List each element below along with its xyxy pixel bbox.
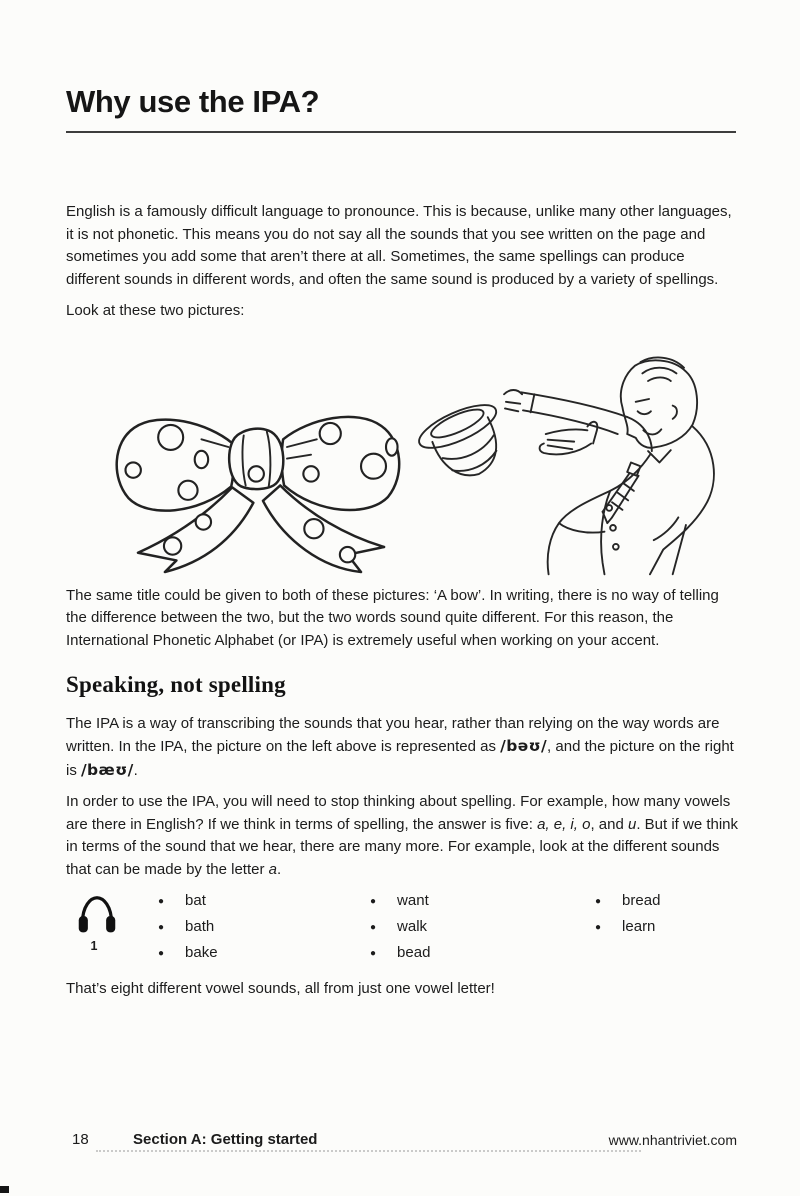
vowel-para-text-2: , and	[590, 815, 628, 833]
word-column-2	[370, 890, 595, 968]
same-title-paragraph: The same title could be given to both of these pictures: ‘A bow’. In writing, there is no way of telling the difference between the two, but the two words sound quite different. For this reason, the International Phonetic Alphabet (or IPA) is extremely useful when working on your accent.	[66, 586, 719, 649]
bullet-icon: ●	[595, 896, 602, 907]
page-content	[66, 201, 742, 1010]
section-label: Section A: Getting started	[133, 1131, 318, 1148]
bullet-icon: ●	[158, 896, 165, 907]
list-item	[158, 890, 370, 916]
ipa-bow-symbol: /bəʊ/	[500, 737, 548, 755]
word-list	[158, 890, 742, 968]
bowing-man-illustration	[415, 327, 742, 579]
listening-exercise	[66, 890, 742, 970]
section-heading: Speaking, not spelling	[66, 672, 286, 697]
list-item	[595, 890, 660, 916]
word-label: learn	[622, 918, 656, 935]
vowel-letters: a, e, i, o	[537, 815, 591, 833]
title-rule	[66, 131, 736, 133]
word-label: bath	[185, 918, 215, 935]
list-item	[158, 942, 370, 968]
vowel-para-text-4: .	[276, 860, 282, 878]
list-item	[370, 890, 595, 916]
vowel-letter-u: u	[627, 815, 637, 833]
track-number: 1	[90, 938, 98, 953]
word-label: walk	[397, 918, 428, 935]
scan-artifact-dotted-line	[96, 1150, 641, 1152]
vowel-paragraph	[66, 791, 742, 881]
scan-artifact-corner-mark	[0, 1186, 9, 1193]
ipa-para-text-1: The IPA is a way of transcribing the sounds that you hear, rather than relying on the way words are written. In the IPA, the picture on the left above is represented as	[66, 714, 720, 755]
bullet-icon: ●	[158, 948, 165, 959]
list-item	[595, 916, 660, 942]
page-number: 18	[72, 1131, 89, 1148]
vowel-letter-a: a	[268, 860, 277, 878]
page-title: Why use the IPA?	[66, 84, 320, 119]
list-item	[370, 942, 595, 968]
look-line: Look at these two pictures:	[66, 302, 245, 319]
ipa-para-text-2: , and the picture on the right is	[66, 738, 734, 779]
headphones-icon	[76, 894, 118, 938]
ipa-transcription-paragraph	[66, 713, 742, 783]
word-label: bake	[185, 944, 218, 961]
word-column-3	[595, 890, 660, 968]
bullet-icon: ●	[370, 922, 377, 933]
word-label: want	[397, 892, 429, 909]
bullet-icon: ●	[370, 948, 377, 959]
page-header	[66, 84, 738, 133]
list-item	[370, 916, 595, 942]
website-url: www.nhantriviet.com	[608, 1132, 737, 1148]
vowel-para-text-1: In order to use the IPA, you will need to stop thinking about spelling. For example, how many vowels are there in English? If we think in terms of spelling, the answer is five:	[66, 793, 731, 833]
word-label: bread	[622, 892, 661, 909]
word-label: bead	[397, 944, 431, 961]
bullet-icon: ●	[158, 922, 165, 933]
conclusion-line: That’s eight different vowel sounds, all from just one vowel letter!	[66, 980, 495, 997]
ipa-bau-symbol: /bæʊ/	[81, 760, 134, 779]
bullet-icon: ●	[595, 922, 602, 933]
list-item	[158, 916, 370, 942]
pictures-row	[66, 327, 742, 579]
word-column-1	[158, 890, 370, 968]
vowel-para-text-3: . But if we think in terms of the sound that we hear, there are many more. For example, look at the different sounds that can be made by the letter	[66, 815, 739, 878]
ipa-para-text-3: .	[133, 761, 138, 779]
bow-ribbon-illustration	[88, 367, 407, 577]
word-label: bat	[185, 892, 206, 909]
intro-paragraph: English is a famously difficult language to pronounce. This is because, unlike many other languages, it is not phonetic. This means you do not say all the sounds that you see written on the page and sometimes you add some that aren’t there at all. Sometimes, the same spellings can produce different sounds in different words, and often the same sound is produced by a variety of spellings.	[66, 203, 732, 288]
bullet-icon: ●	[370, 896, 377, 907]
audio-track-marker	[74, 894, 120, 955]
